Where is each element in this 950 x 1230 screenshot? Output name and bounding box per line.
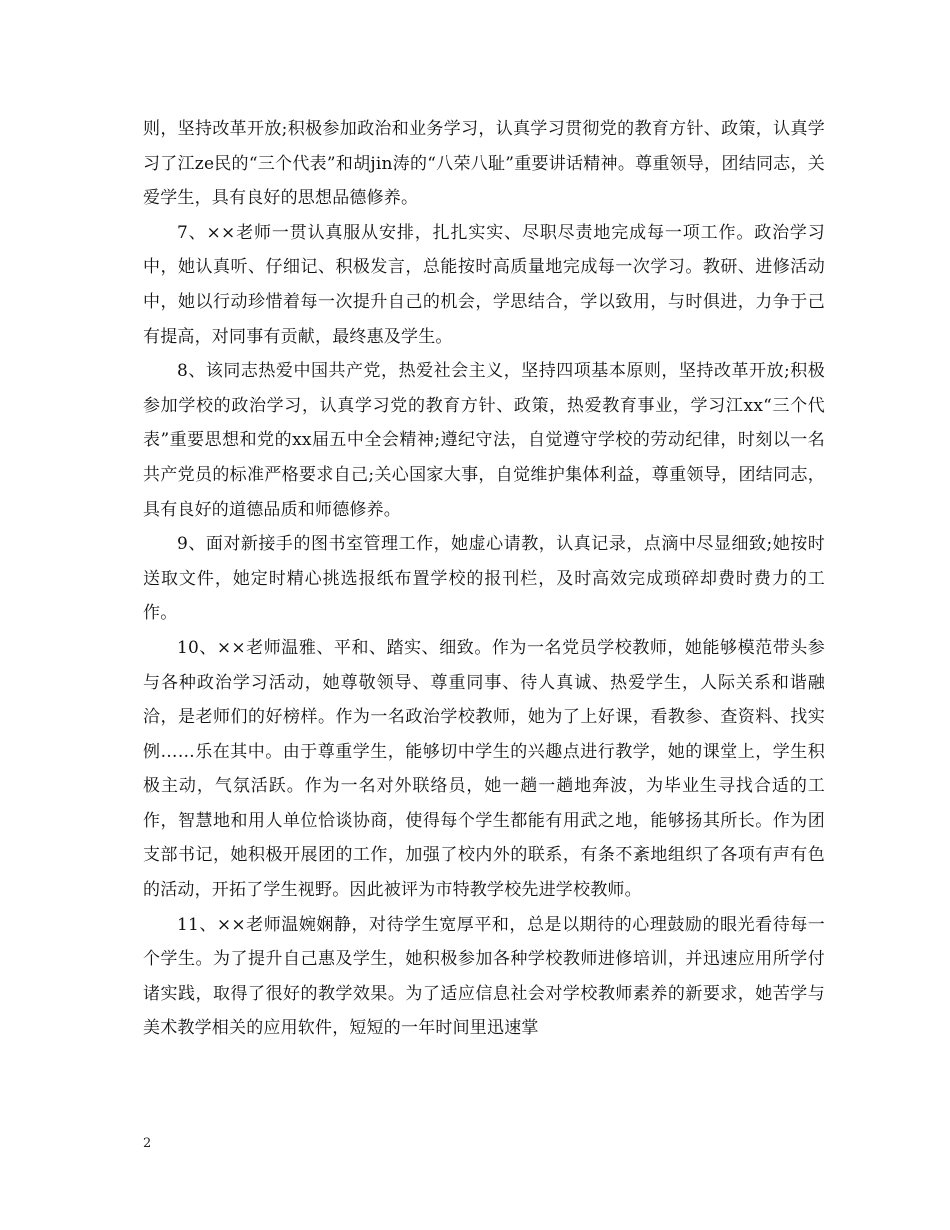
paragraph-item-9: 9、面对新接手的图书室管理工作，她虚心请教，认真记录，点滴中尽显细致;她按时送取文件，她定时精心挑选报纸布置学校的报刊栏，及时高效完成琐碎却费时费力的工作。 bbox=[143, 534, 825, 624]
paragraph-continuation: 则，坚持改革开放;积极参加政治和业务学习，认真学习贯彻党的教育方针、政策，认真学习了江ze民的“三个代表”和胡jin涛的“八荣八耻”重要讲话精神。尊重领导，团结同志，关爱学生，具有良好的思想品德修养。 bbox=[143, 119, 825, 209]
paragraph-item-8: 8、该同志热爱中国共产党，热爱社会主义，坚持四项基本原则，坚持改革开放;积极参加学校的政治学习，认真学习党的教育方针、政策，热爱教育事业，学习江xx“三个代表”重要思想和党的xx届五中全会精神;遵纪守法，自觉遵守学校的劳动纪律，时刻以一名共产党员的标准严格要求自己;关心国家大事，自觉维护集体利益，尊重领导，团结同志，具有良好的道德品质和师德修养。 bbox=[143, 361, 825, 520]
paragraph-item-10: 10、××老师温雅、平和、踏实、细致。作为一名党员学校教师，她能够模范带头参与各种政治学习活动，她尊敬领导、尊重同事、待人真诚、热爱学生，人际关系和谐融洽，是老师们的好榜样。作为一名政治学校教师，她为了上好课，看教参、查资料、找实例……乐在其中。由于尊重学生，能够切中学生的兴趣点进行教学，她的课堂上，学生积极主动，气氛活跃。作为一名对外联络员，她一趟一趟地奔波，为毕业生寻找合适的工作，智慧地和用人单位恰谈协商，使得每个学生都能有用武之地，能够扬其所长。作为团支部书记，她积极开展团的工作，加强了校内外的联系，有条不紊地组织了各项有声有色的活动，开拓了学生视野。因此被评为市特教学校先进学校教师。 bbox=[143, 637, 825, 901]
document-body bbox=[143, 112, 825, 1046]
paragraph-item-11: 11、××老师温婉娴静，对待学生宽厚平和，总是以期待的心理鼓励的眼光看待每一个学生。为了提升自己惠及学生，她积极参加各种学校教师进修培训，并迅速应用所学付诸实践，取得了很好的教学效果。为了适应信息社会对学校教师素养的新要求，她苦学与美术教学相关的应用软件，短短的一年时间里迅速掌 bbox=[143, 914, 825, 1039]
paragraph-item-7: 7、××老师一贯认真服从安排，扎扎实实、尽职尽责地完成每一项工作。政治学习中，她认真听、仔细记、积极发言，总能按时高质量地完成每一次学习。教研、进修活动中，她以行动珍惜着每一次提升自己的机会，学思结合，学以致用，与时俱进，力争于己有提高，对同事有贡献，最终惠及学生。 bbox=[143, 222, 825, 347]
page-number: 2 bbox=[143, 1136, 152, 1151]
